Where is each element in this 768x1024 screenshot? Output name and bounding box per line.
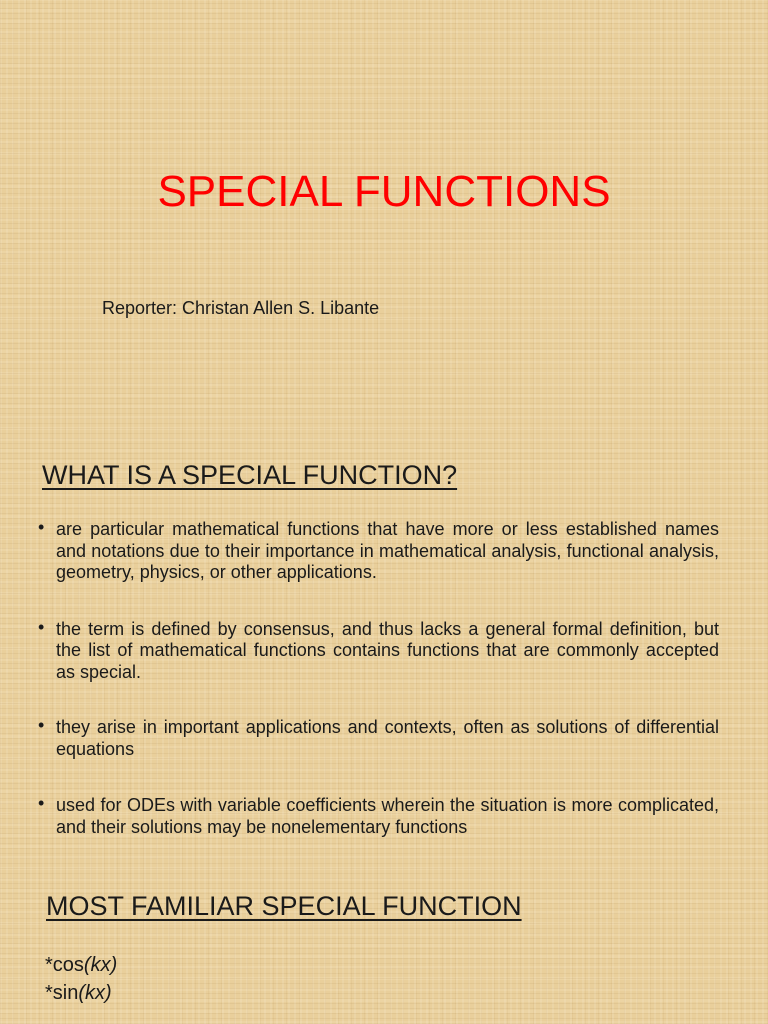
function-item-sin [45, 979, 117, 1007]
function-prefix: *cos [45, 954, 84, 976]
definition-bullet-list [38, 519, 719, 873]
bullet-item: • they arise in important applications and contexts, often as solutions of differential equations [38, 717, 719, 760]
bullet-item: • the term is defined by consensus, and thus lacks a general formal definition, but the list of mathematical functions contains functions that are commonly accepted as special. [38, 619, 719, 684]
section-heading-most-familiar: MOST FAMILIAR SPECIAL FUNCTION [46, 891, 522, 921]
bullet-item: • used for ODEs with variable coefficients wherein the situation is more complicated, and their solutions may be nonelementary functions [38, 795, 719, 838]
reporter-line: Reporter: Christan Allen S. Libante [102, 298, 380, 318]
function-item-cos [45, 951, 117, 979]
section-heading-what-is: WHAT IS A SPECIAL FUNCTION? [42, 460, 458, 490]
function-prefix: *sin [45, 982, 79, 1004]
function-argument: (kx) [78, 982, 112, 1004]
function-argument: (kx) [83, 954, 118, 976]
slide-title: SPECIAL FUNCTIONS [157, 167, 611, 216]
function-list [45, 951, 117, 1007]
bullet-item: • are particular mathematical functions that have more or less established names and notations due to their importance in mathematical analysis, functional analysis, geometry, physics, or other applications. [38, 519, 719, 584]
